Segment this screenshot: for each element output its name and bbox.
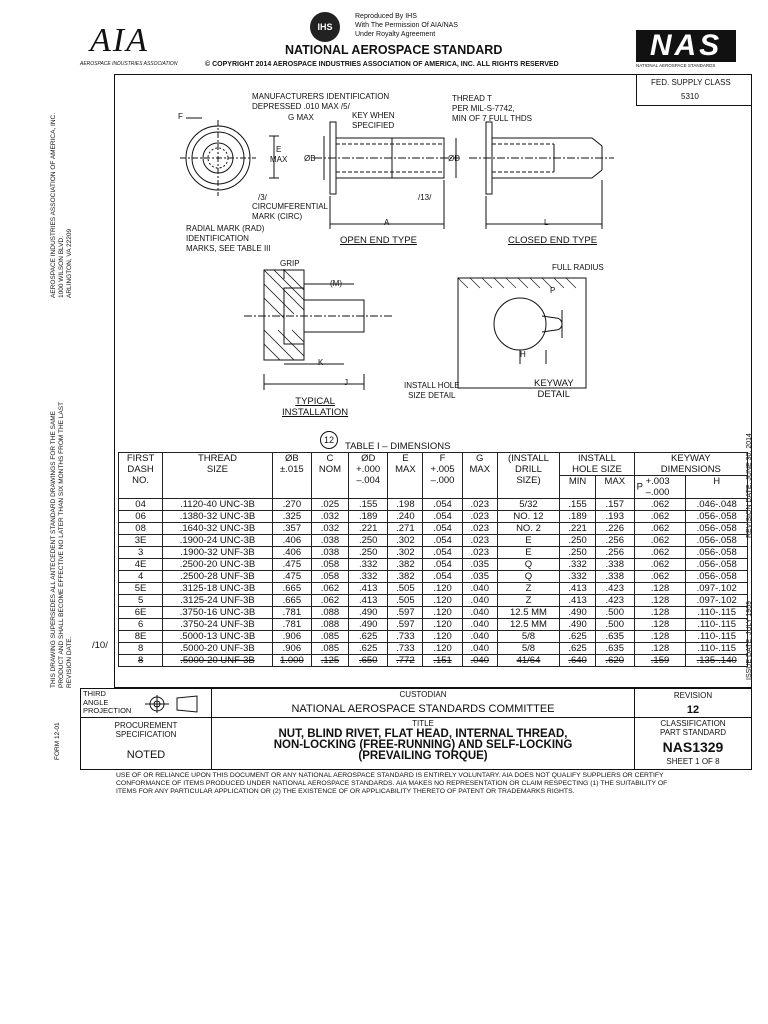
- table-cell: 8: [119, 655, 163, 667]
- table-cell: 8: [119, 643, 163, 655]
- table-row: [119, 547, 748, 559]
- table-cell: .040: [462, 607, 497, 619]
- table-cell: .490: [560, 607, 596, 619]
- table-cell: .062: [634, 559, 686, 571]
- table-cell: .056-.058: [686, 535, 748, 547]
- table-cell: .635: [595, 631, 634, 643]
- table-cell: .032: [311, 523, 348, 535]
- table-cell: .250: [348, 535, 388, 547]
- table-cell: .035: [462, 559, 497, 571]
- table-row: [119, 595, 748, 607]
- dimensions-table: [118, 452, 748, 667]
- table-cell: .088: [311, 619, 348, 631]
- table-cell: .2500-20 UNC-3B: [163, 559, 273, 571]
- table-cell: .159: [634, 655, 686, 667]
- table-cell: .025: [311, 499, 348, 511]
- form-number: FORM 12-01: [54, 722, 61, 760]
- table-cell: .054: [423, 535, 463, 547]
- supersede-text: THIS DRAWING SUPERSEDES ALL ANTECEDENT STANDARD DRAWINGS FOR THE SAME PRODUCT AND SHALL BECOME EFFECTIVE NO LATER THAN SIX MONTHS FROM THE LAST REVISION DATE.: [50, 401, 73, 688]
- table-cell: 4: [119, 571, 163, 583]
- table-cell: .332: [348, 559, 388, 571]
- table-cell: .250: [560, 535, 596, 547]
- table-row: [119, 511, 748, 523]
- table-cell: .357: [272, 523, 311, 535]
- table-cell: 5/32: [497, 499, 560, 511]
- table-row: [119, 631, 748, 643]
- table-cell: .3125-18 UNC-3B: [163, 583, 273, 595]
- classification-cell: CLASSIFICATION PART STANDARD NAS1329 SHEET 1 OF 8: [634, 717, 752, 770]
- col-d: ØD +.000 –.004: [348, 453, 388, 499]
- table-row: [119, 499, 748, 511]
- open-end-type: OPEN END TYPE: [340, 235, 417, 246]
- table-cell: .490: [560, 619, 596, 631]
- closed-end-type: CLOSED END TYPE: [508, 235, 598, 246]
- table-cell: .413: [348, 583, 388, 595]
- table-cell: .062: [634, 535, 686, 547]
- table-cell: .382: [388, 571, 423, 583]
- keyway-detail: KEYWAY DETAIL: [534, 378, 574, 400]
- typical-installation: TYPICAL INSTALLATION: [282, 396, 349, 418]
- table-cell: .490: [348, 619, 388, 631]
- col-drill: (INSTALL DRILL SIZE): [497, 453, 560, 499]
- table-cell: .054: [423, 547, 463, 559]
- aia-logo: AIA AEROSPACE INDUSTRIES ASSOCIATION: [80, 22, 178, 67]
- table-cell: .250: [348, 547, 388, 559]
- table-cell: NO. 2: [497, 523, 560, 535]
- col-g: G MAX: [462, 453, 497, 499]
- table-cell: .097-.102: [686, 595, 748, 607]
- table-cell: .056-.058: [686, 571, 748, 583]
- key-when-label: KEY WHEN SPECIFIED: [352, 111, 395, 130]
- table-cell: .062: [634, 523, 686, 535]
- j-label: J: [344, 378, 348, 387]
- table-cell: .256: [595, 547, 634, 559]
- table-cell: .256: [595, 535, 634, 547]
- copyright: © COPYRIGHT 2014 AEROSPACE INDUSTRIES ASSOCIATION OF AMERICA, INC. ALL RIGHTS RESERVED: [205, 61, 559, 68]
- table-cell: .423: [595, 583, 634, 595]
- table-cell: .271: [388, 523, 423, 535]
- table-cell: .500: [595, 607, 634, 619]
- table-title: TABLE I – DIMENSIONS: [345, 441, 451, 452]
- revision-cell: REVISION 12: [634, 688, 752, 718]
- table-cell: .413: [348, 595, 388, 607]
- table-cell: .597: [388, 607, 423, 619]
- table-cell: .054: [423, 511, 463, 523]
- table-cell: .3750-16 UNC-3B: [163, 607, 273, 619]
- table-cell: .085: [311, 631, 348, 643]
- disclaimer: USE OF OR RELIANCE UPON THIS DOCUMENT OR ANY NATIONAL AEROSPACE STANDARD IS ENTIRELY VOLUNTARY. AIA DOES NOT QUALIFY SUPPLIERS OR CERTIFY CONFORMANCE OF ITEMS PRODUCED UNDER NATIONAL AEROSPACE STANDARDS. AIA MAKES NO REPRESENTATION OR CLAIM RESPECTING (1) THE SUITABILITY OF ITEMS FOR ANY PARTICULAR APPLICATION OR (2) THE EXISTENCE OF OR APPLICABILITY THERETO OF PATENT OR TRADEMARKS RIGHTS.: [116, 772, 668, 795]
- table-cell: 3E: [119, 535, 163, 547]
- l-label: L: [544, 218, 549, 227]
- table-row: [119, 535, 748, 547]
- table-cell: .193: [595, 511, 634, 523]
- ihs-logo: IHS: [310, 12, 340, 42]
- table-cell: .120: [423, 607, 463, 619]
- supply-class-box: FED. SUPPLY CLASS 5310: [636, 74, 752, 106]
- custodian-cell: CUSTODIAN NATIONAL AEROSPACE STANDARDS COMMITTEE: [211, 688, 635, 718]
- table-cell: .151: [423, 655, 463, 667]
- table-cell: .023: [462, 499, 497, 511]
- table-cell: .406: [272, 547, 311, 559]
- col-f: F +.005 –.000: [423, 453, 463, 499]
- table-cell: .1900-24 UNC-3B: [163, 535, 273, 547]
- table-cell: .733: [388, 631, 423, 643]
- table-cell: .475: [272, 571, 311, 583]
- address-text: AEROSPACE INDUSTRIES ASSOCIATION OF AMERICA, INC. 1000 WILSON BLVD. ARLINGTON, VA 22209: [50, 112, 73, 298]
- table-cell: .040: [462, 643, 497, 655]
- circ-label: CIRCUMFERENTIAL MARK (CIRC): [252, 202, 329, 221]
- table-row: [119, 655, 748, 667]
- table-cell: .054: [423, 559, 463, 571]
- table-cell: .120: [423, 583, 463, 595]
- table-cell: .035: [462, 571, 497, 583]
- table-cell: .110-.115: [686, 631, 748, 643]
- table-cell: .040: [462, 655, 497, 667]
- table-cell: 5E: [119, 583, 163, 595]
- table-cell: 6E: [119, 607, 163, 619]
- table-cell: .023: [462, 535, 497, 547]
- table-cell: .040: [462, 619, 497, 631]
- col-h: H: [686, 476, 748, 499]
- table-cell: .110-.115: [686, 607, 748, 619]
- table-row: [119, 583, 748, 595]
- table-cell: .650: [348, 655, 388, 667]
- table-cell: .413: [560, 583, 596, 595]
- table-cell: .189: [560, 511, 596, 523]
- table-row: [119, 571, 748, 583]
- table-cell: .120: [423, 619, 463, 631]
- table-cell: .128: [634, 643, 686, 655]
- table-cell: 08: [119, 523, 163, 535]
- table-cell: 5/8: [497, 643, 560, 655]
- part-number: NAS1329: [662, 739, 724, 755]
- table-cell: .040: [462, 631, 497, 643]
- nas-logo: NAS NATIONAL AEROSPACE STANDARDS: [636, 30, 736, 70]
- col-keyway: KEYWAY DIMENSIONS: [634, 453, 747, 476]
- table-cell: .505: [388, 583, 423, 595]
- p-label: P: [550, 286, 556, 295]
- table-cell: .085: [311, 643, 348, 655]
- page-title: NATIONAL AEROSPACE STANDARD: [285, 43, 503, 57]
- table-cell: .505: [388, 595, 423, 607]
- revision-date: REVISION DATE: JUNE 30, 2014: [746, 433, 753, 538]
- h-label: H: [520, 350, 526, 359]
- a-label: A: [384, 218, 390, 227]
- table-cell: .2500-28 UNF-3B: [163, 571, 273, 583]
- table-cell: .625: [560, 631, 596, 643]
- table-cell: .058: [311, 559, 348, 571]
- table-cell: .155: [560, 499, 596, 511]
- table-cell: .062: [634, 511, 686, 523]
- table-cell: .054: [423, 571, 463, 583]
- table-cell: .054: [423, 523, 463, 535]
- table-cell: .155: [348, 499, 388, 511]
- table-cell: 5/8: [497, 631, 560, 643]
- col-thread: THREAD SIZE: [163, 453, 273, 499]
- table-cell: .038: [311, 535, 348, 547]
- table-cell: .128: [634, 631, 686, 643]
- table-cell: .032: [311, 511, 348, 523]
- table-cell: .332: [560, 559, 596, 571]
- table-cell: .338: [595, 559, 634, 571]
- table-cell: .023: [462, 547, 497, 559]
- table-cell: .302: [388, 547, 423, 559]
- table-cell: .597: [388, 619, 423, 631]
- table-cell: .135-.140: [686, 655, 748, 667]
- table-cell: .058: [311, 571, 348, 583]
- col-e: E MAX: [388, 453, 423, 499]
- table-cell: Z: [497, 595, 560, 607]
- table-cell: .1380-32 UNC-3B: [163, 511, 273, 523]
- table-cell: .3750-24 UNF-3B: [163, 619, 273, 631]
- table-cell: E: [497, 547, 560, 559]
- table-cell: .665: [272, 595, 311, 607]
- table-cell: .056-.058: [686, 523, 748, 535]
- table-cell: .128: [634, 595, 686, 607]
- table-cell: 6: [119, 619, 163, 631]
- k-label: K: [318, 358, 324, 367]
- table-cell: 5: [119, 595, 163, 607]
- table-cell: .040: [462, 583, 497, 595]
- grip-label: GRIP: [280, 259, 300, 268]
- table-cell: .040: [462, 595, 497, 607]
- col-install-hole: INSTALL HOLE SIZE: [560, 453, 634, 476]
- table-cell: .062: [311, 583, 348, 595]
- table-cell: .1120-40 UNC-3B: [163, 499, 273, 511]
- table-cell: .062: [311, 595, 348, 607]
- table-cell: Q: [497, 571, 560, 583]
- table-cell: .332: [348, 571, 388, 583]
- radial-label: RADIAL MARK (RAD) IDENTIFICATION MARKS, SEE TABLE III: [186, 224, 271, 253]
- table-cell: .490: [348, 607, 388, 619]
- col-c: C NOM: [311, 453, 348, 499]
- table-cell: .781: [272, 619, 311, 631]
- col-max: MAX: [595, 476, 634, 499]
- table-cell: .056-.058: [686, 547, 748, 559]
- table-cell: .189: [348, 511, 388, 523]
- note-13: /13/: [418, 193, 432, 202]
- table-row: [119, 619, 748, 631]
- table-cell: 41/64: [497, 655, 560, 667]
- table-cell: 12.5 MM: [497, 607, 560, 619]
- note-3: /3/: [258, 193, 267, 202]
- table-cell: .120: [423, 631, 463, 643]
- table-cell: .240: [388, 511, 423, 523]
- table-cell: .302: [388, 535, 423, 547]
- full-radius-label: FULL RADIUS: [552, 263, 604, 272]
- table-cell: .332: [560, 571, 596, 583]
- table-cell: .423: [595, 595, 634, 607]
- table-cell: .088: [311, 607, 348, 619]
- table-cell: .125: [311, 655, 348, 667]
- table-cell: .110-.115: [686, 619, 748, 631]
- procurement-cell: PROCUREMENT SPECIFICATION NOTED: [80, 717, 212, 770]
- table-cell: .906: [272, 631, 311, 643]
- table-row: [119, 643, 748, 655]
- table-cell: .054: [423, 499, 463, 511]
- table-cell: .062: [634, 547, 686, 559]
- table-cell: .625: [560, 643, 596, 655]
- table-cell: Q: [497, 559, 560, 571]
- table-cell: .635: [595, 643, 634, 655]
- table-cell: .226: [595, 523, 634, 535]
- table-cell: 3: [119, 547, 163, 559]
- col-b: ØB ±.015: [272, 453, 311, 499]
- table-cell: .157: [595, 499, 634, 511]
- third-angle-symbol-icon: [141, 695, 201, 713]
- table-cell: .772: [388, 655, 423, 667]
- issue-date: ISSUE DATE: JULY 1959: [746, 601, 753, 680]
- table-cell: .110-.115: [686, 643, 748, 655]
- table-cell: .625: [348, 631, 388, 643]
- table-cell: .1640-32 UNC-3B: [163, 523, 273, 535]
- e-max-label: E MAX: [270, 145, 288, 164]
- col-p: P +.003 –.000: [634, 476, 686, 499]
- ihs-note: Reproduced By IHS With The Permission Of AIA/NAS Under Royalty Agreement: [355, 13, 458, 38]
- table-cell: .062: [634, 571, 686, 583]
- table-cell: .906: [272, 643, 311, 655]
- table-cell: .665: [272, 583, 311, 595]
- table-cell: .781: [272, 607, 311, 619]
- table-cell: .475: [272, 559, 311, 571]
- table-cell: .382: [388, 559, 423, 571]
- table-cell: .056-.058: [686, 511, 748, 523]
- col-dash: FIRST DASH NO.: [119, 453, 163, 499]
- m-label: (M): [330, 279, 342, 288]
- row-note-10: /10/: [92, 640, 108, 651]
- table-cell: .250: [560, 547, 596, 559]
- table-cell: .097-.102: [686, 583, 748, 595]
- table-cell: .128: [634, 619, 686, 631]
- table-cell: NO. 12: [497, 511, 560, 523]
- table-cell: .046-.048: [686, 499, 748, 511]
- table-cell: .500: [595, 619, 634, 631]
- table-cell: .620: [595, 655, 634, 667]
- table-cell: .5000-20 UNF-3B: [163, 655, 273, 667]
- table-cell: .062: [634, 499, 686, 511]
- table-cell: .270: [272, 499, 311, 511]
- table-cell: .338: [595, 571, 634, 583]
- table-cell: .056-.058: [686, 559, 748, 571]
- install-hole-label: INSTALL HOLE SIZE DETAIL: [404, 381, 460, 400]
- table-cell: .120: [423, 595, 463, 607]
- d-label: ØD: [448, 154, 460, 163]
- table-cell: .413: [560, 595, 596, 607]
- table-cell: .1900-32 UNF-3B: [163, 547, 273, 559]
- table-cell: .128: [634, 607, 686, 619]
- table-cell: .3125-24 UNF-3B: [163, 595, 273, 607]
- table-cell: .198: [388, 499, 423, 511]
- table-row: [119, 607, 748, 619]
- table-cell: .120: [423, 643, 463, 655]
- table-cell: .038: [311, 547, 348, 559]
- table-note-circle: 12: [320, 431, 338, 449]
- table-cell: 4E: [119, 559, 163, 571]
- table-cell: 04: [119, 499, 163, 511]
- mfr-id-label: MANUFACTURERS IDENTIFICATION DEPRESSED .010 MAX /5/: [252, 92, 390, 111]
- table-cell: .625: [348, 643, 388, 655]
- table-cell: .221: [348, 523, 388, 535]
- table-cell: .640: [560, 655, 596, 667]
- f-label: F: [178, 112, 183, 121]
- projection-cell: THIRD ANGLE PROJECTION: [80, 688, 212, 718]
- g-max-label: G MAX: [288, 113, 314, 122]
- table-cell: .023: [462, 511, 497, 523]
- table-cell: .5000-20 UNF-3B: [163, 643, 273, 655]
- table-cell: 8E: [119, 631, 163, 643]
- table-cell: .221: [560, 523, 596, 535]
- table-row: [119, 523, 748, 535]
- table-cell: .5000-13 UNC-3B: [163, 631, 273, 643]
- table-cell: Z: [497, 583, 560, 595]
- title-cell: TITLE NUT, BLIND RIVET, FLAT HEAD, INTERNAL THREAD, NON-LOCKING (FREE-RUNNING) AND SELF-LOCKING (PREVAILING TORQUE): [211, 717, 635, 770]
- table-row: [119, 559, 748, 571]
- table-cell: .733: [388, 643, 423, 655]
- table-cell: 12.5 MM: [497, 619, 560, 631]
- table-cell: .325: [272, 511, 311, 523]
- table-cell: E: [497, 535, 560, 547]
- table-cell: 06: [119, 511, 163, 523]
- table-cell: .128: [634, 583, 686, 595]
- thread-t-label: THREAD T PER MIL-S-7742, MIN OF 7 FULL THDS: [452, 94, 533, 123]
- table-cell: .023: [462, 523, 497, 535]
- table-cell: 1.000: [272, 655, 311, 667]
- b-label: ØB: [304, 154, 316, 163]
- table-cell: .406: [272, 535, 311, 547]
- col-min: MIN: [560, 476, 596, 499]
